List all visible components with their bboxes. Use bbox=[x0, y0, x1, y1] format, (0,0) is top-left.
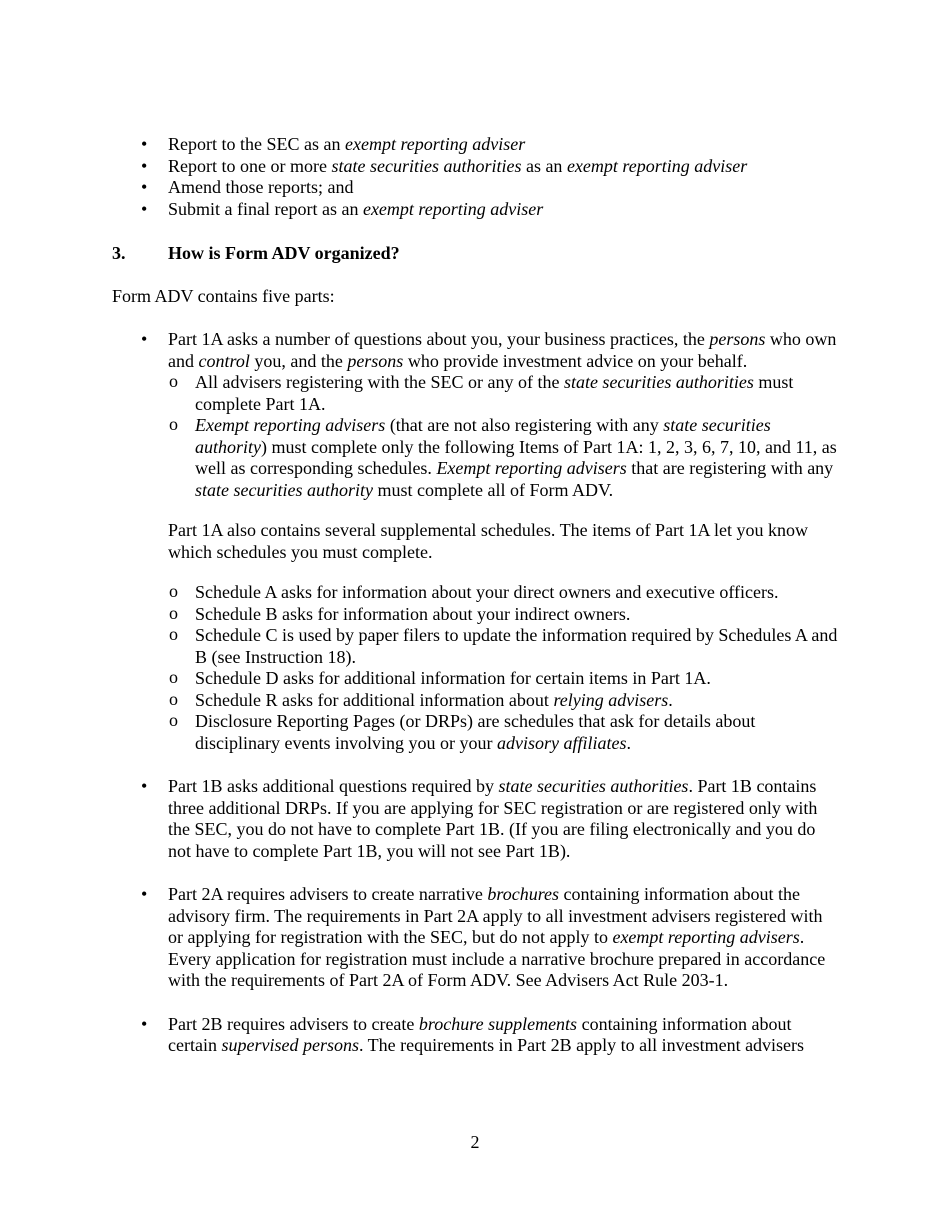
section-heading bbox=[112, 243, 840, 265]
schedules-list bbox=[168, 582, 840, 754]
list-item: o Disclosure Reporting Pages (or DRPs) are schedules that ask for details about disciplinary events involving you or your advisory affiliates. bbox=[168, 711, 840, 754]
italic-term: supervised persons bbox=[221, 1035, 359, 1055]
italic-term: brochure supplements bbox=[418, 1013, 578, 1034]
italic-term: exempt reporting advisers bbox=[612, 927, 800, 947]
italic-term: state securities authority bbox=[195, 479, 373, 500]
list-item: o Schedule B asks for information about your indirect owners. bbox=[168, 604, 840, 626]
italic-term: state securities authorities bbox=[563, 372, 754, 392]
list-item: • Amend those reports; and bbox=[112, 177, 840, 199]
top-bullet-list bbox=[112, 134, 840, 220]
list-item: o Schedule D asks for additional information for certain items in Part 1A. bbox=[168, 668, 840, 690]
part-2b-item: • Part 2B requires advisers to create brochure supplements containing information about certain supervised persons. The requirements in Part 2B apply to all investment advisers bbox=[112, 1014, 840, 1057]
part-1b-item: • Part 1B asks additional questions required by state securities authorities. Part 1B contains three additional DRPs. If you are applying for SEC registration or are registered only with the SEC, you do not have to complete Part 1B. (If you are filing electronically and you do not have to complete Part 1B, you will not see Part 1B). bbox=[112, 776, 840, 862]
italic-term: Exempt reporting advisers bbox=[436, 458, 627, 478]
italic-term: relying advisers bbox=[553, 689, 669, 710]
italic-term: Exempt reporting advisers bbox=[195, 415, 386, 435]
section-number: 3. bbox=[112, 243, 126, 263]
intro-paragraph: Form ADV contains five parts: bbox=[112, 285, 335, 306]
list-item: o Schedule C is used by paper filers to update the information required by Schedules A and B (see Instruction 18). bbox=[168, 625, 840, 668]
list-item: • Report to the SEC as an exempt reporting adviser bbox=[112, 134, 840, 156]
italic-term: control bbox=[198, 350, 250, 371]
italic-term: state securities authorities bbox=[498, 776, 689, 796]
italic-term: state securities authority bbox=[195, 415, 771, 457]
list-item: o Schedule R asks for additional information about relying advisers. bbox=[168, 690, 840, 712]
part-2a-item: • Part 2A requires advisers to create narrative brochures containing information about the advisory firm. The requirements in Part 2A apply to all investment advisers registered with or applying for registration with the SEC, but do not apply to exempt reporting advisers. Every application for registration must include a narrative brochure prepared in accordance with the requirements of Part 2A of Form ADV. See Advisers Act Rule 203-1. bbox=[112, 884, 840, 992]
parts-list bbox=[112, 329, 840, 1057]
italic-term: persons bbox=[709, 329, 766, 349]
italic-term: exempt reporting adviser bbox=[566, 155, 748, 176]
list-item: o Schedule A asks for information about your direct owners and executive officers. bbox=[168, 582, 840, 604]
list-item: o Exempt reporting advisers (that are not also registering with any state securities authority) must complete only the following Items of Part 1A: 1, 2, 3, 6, 7, 10, and 11, as well as corresponding schedules. Exempt reporting advisers that are registering with any state securities authority must complete all of Form ADV. bbox=[168, 415, 840, 501]
list-item: • Submit a final report as an exempt reporting adviser bbox=[112, 199, 840, 221]
part-1a-sublist bbox=[168, 372, 840, 501]
italic-term: persons bbox=[347, 350, 404, 371]
part-1a-text: • Part 1A asks a number of questions about you, your business practices, the persons who own and control you, and the persons who provide investment advice on your behalf. bbox=[168, 329, 837, 371]
italic-term: exempt reporting adviser bbox=[344, 134, 526, 154]
page-number: 2 bbox=[470, 1132, 480, 1152]
italic-term: brochures bbox=[487, 884, 560, 904]
italic-term: advisory affiliates bbox=[496, 732, 627, 753]
list-item: o All advisers registering with the SEC or any of the state securities authorities must complete Part 1A. bbox=[168, 372, 840, 415]
italic-term: state securities authorities bbox=[331, 155, 522, 176]
page-content bbox=[112, 134, 840, 1057]
schedules-intro: Part 1A also contains several supplemental schedules. The items of Part 1A let you know which schedules you must complete. bbox=[168, 520, 809, 562]
section-title: How is Form ADV organized? bbox=[168, 243, 400, 263]
part-1a-item bbox=[112, 329, 840, 754]
italic-term: exempt reporting adviser bbox=[362, 198, 544, 219]
list-item: • Report to one or more state securities authorities as an exempt reporting adviser bbox=[112, 156, 840, 178]
